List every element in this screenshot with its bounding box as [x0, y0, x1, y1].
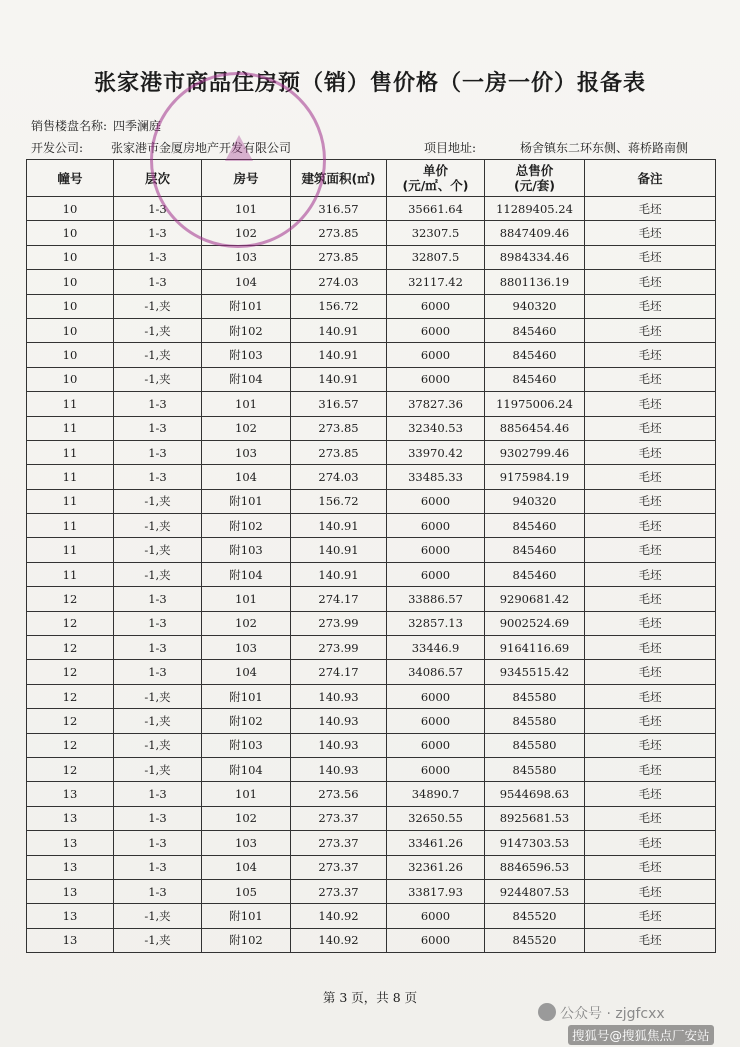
developer-label: 开发公司: — [31, 141, 84, 155]
table-cell: 273.37 — [291, 831, 387, 855]
table-cell: -1,夹 — [114, 514, 202, 538]
table-cell: 104 — [202, 270, 291, 294]
address-value: 杨舍镇东二环东侧、蒋桥路南侧 — [520, 141, 689, 155]
table-cell: 845580 — [485, 709, 585, 733]
wechat-watermark-text: 公众号 · zjgfcxx — [560, 1006, 665, 1022]
project-name-label: 销售楼盘名称: — [31, 119, 108, 133]
table-cell: 103 — [202, 831, 291, 855]
table-cell: 9002524.69 — [485, 611, 585, 635]
table-cell: 毛坯 — [585, 270, 716, 294]
table-cell: 102 — [202, 221, 291, 245]
table-cell: 140.93 — [291, 757, 387, 781]
table-row — [27, 757, 716, 781]
table-cell: 6000 — [387, 514, 485, 538]
table-cell: 10 — [27, 197, 114, 221]
table-body — [27, 197, 716, 953]
wechat-icon — [538, 1003, 556, 1021]
table-cell: 9345515.42 — [485, 660, 585, 684]
table-cell: 附102 — [202, 709, 291, 733]
table-cell: 毛坯 — [585, 806, 716, 830]
table-cell: 316.57 — [291, 197, 387, 221]
table-cell: 12 — [27, 757, 114, 781]
table-row — [27, 636, 716, 660]
table-cell: 37827.36 — [387, 392, 485, 416]
table-cell: 845580 — [485, 757, 585, 781]
table-row — [27, 221, 716, 245]
table-cell: 32807.5 — [387, 245, 485, 269]
table-row — [27, 367, 716, 391]
table-cell: 12 — [27, 660, 114, 684]
table-cell: 274.03 — [291, 270, 387, 294]
address-label: 项目地址: — [424, 141, 477, 155]
table-cell: 940320 — [485, 489, 585, 513]
table-cell: 附102 — [202, 318, 291, 342]
sohu-watermark: 搜狐号@搜狐焦点厂安站 — [568, 1025, 714, 1045]
table-cell: 附104 — [202, 367, 291, 391]
table-cell: 1-3 — [114, 416, 202, 440]
table-cell: 11 — [27, 465, 114, 489]
table-cell: 毛坯 — [585, 733, 716, 757]
table-cell: 附102 — [202, 514, 291, 538]
table-cell: 10 — [27, 343, 114, 367]
table-cell: 毛坯 — [585, 343, 716, 367]
table-cell: 13 — [27, 782, 114, 806]
table-cell: 毛坯 — [585, 294, 716, 318]
table-cell: 6000 — [387, 318, 485, 342]
table-cell: 101 — [202, 587, 291, 611]
table-cell: 102 — [202, 611, 291, 635]
table-cell: -1,夹 — [114, 757, 202, 781]
table-cell: 毛坯 — [585, 562, 716, 586]
table-row — [27, 440, 716, 464]
document-title: 张家港市商品住房预（销）售价格（一房一价）报备表 — [93, 71, 646, 96]
table-cell: 140.92 — [291, 928, 387, 952]
table-cell: 6000 — [387, 562, 485, 586]
table-cell: 毛坯 — [585, 318, 716, 342]
table-cell: 毛坯 — [585, 197, 716, 221]
table-cell: 103 — [202, 440, 291, 464]
table-row — [27, 343, 716, 367]
table-cell: 毛坯 — [585, 660, 716, 684]
table-cell: 32650.55 — [387, 806, 485, 830]
table-row — [27, 562, 716, 586]
price-table — [26, 159, 716, 953]
table-cell: 140.93 — [291, 709, 387, 733]
table-cell: 6000 — [387, 489, 485, 513]
table-cell: 12 — [27, 709, 114, 733]
table-cell: 845580 — [485, 733, 585, 757]
table-cell: 附104 — [202, 757, 291, 781]
table-cell: 毛坯 — [585, 538, 716, 562]
table-cell: 6000 — [387, 294, 485, 318]
table-cell: -1,夹 — [114, 684, 202, 708]
table-cell: 8801136.19 — [485, 270, 585, 294]
table-cell: 10 — [27, 367, 114, 391]
table-cell: 33461.26 — [387, 831, 485, 855]
table-cell: 845520 — [485, 904, 585, 928]
table-cell: 1-3 — [114, 660, 202, 684]
table-cell: 毛坯 — [585, 440, 716, 464]
table-cell: 6000 — [387, 733, 485, 757]
table-cell: 273.85 — [291, 245, 387, 269]
developer-line — [31, 139, 291, 156]
table-cell: 11 — [27, 489, 114, 513]
table-cell: 845460 — [485, 318, 585, 342]
table-row — [27, 855, 716, 879]
table-cell: -1,夹 — [114, 733, 202, 757]
table-cell: 附104 — [202, 562, 291, 586]
table-header-row — [27, 160, 716, 197]
table-cell: 102 — [202, 806, 291, 830]
table-cell: 10 — [27, 294, 114, 318]
table-cell: 273.37 — [291, 855, 387, 879]
table-cell: 12 — [27, 611, 114, 635]
column-header: 总售价 (元/套) — [485, 160, 585, 197]
table-cell: 附103 — [202, 538, 291, 562]
table-cell: 附101 — [202, 489, 291, 513]
table-cell: 12 — [27, 587, 114, 611]
table-cell: 34890.7 — [387, 782, 485, 806]
table-row — [27, 270, 716, 294]
table-cell: 11 — [27, 538, 114, 562]
table-cell: 9175984.19 — [485, 465, 585, 489]
table-cell: 8847409.46 — [485, 221, 585, 245]
table-cell: 32340.53 — [387, 416, 485, 440]
table-cell: 毛坯 — [585, 489, 716, 513]
table-cell: 11 — [27, 514, 114, 538]
wechat-watermark — [538, 1003, 665, 1023]
table-cell: 11289405.24 — [485, 197, 585, 221]
table-cell: 845460 — [485, 367, 585, 391]
table-row — [27, 294, 716, 318]
table-cell: 毛坯 — [585, 757, 716, 781]
developer-value: 张家港市金厦房地产开发有限公司 — [111, 141, 292, 155]
column-header: 层次 — [114, 160, 202, 197]
table-cell: 104 — [202, 465, 291, 489]
table-cell: -1,夹 — [114, 367, 202, 391]
table-cell: 9290681.42 — [485, 587, 585, 611]
table-cell: 13 — [27, 879, 114, 903]
table-row — [27, 904, 716, 928]
project-name-value: 四季澜庭 — [113, 119, 162, 133]
table-cell: 附101 — [202, 294, 291, 318]
table-cell: 附101 — [202, 684, 291, 708]
table-cell: 104 — [202, 855, 291, 879]
table-cell: 140.91 — [291, 318, 387, 342]
table-cell: 附103 — [202, 733, 291, 757]
table-cell: 毛坯 — [585, 245, 716, 269]
table-cell: 104 — [202, 660, 291, 684]
table-cell: -1,夹 — [114, 318, 202, 342]
table-cell: 毛坯 — [585, 709, 716, 733]
table-cell: 毛坯 — [585, 636, 716, 660]
table-cell: 6000 — [387, 367, 485, 391]
table-cell: 6000 — [387, 538, 485, 562]
table-row — [27, 489, 716, 513]
table-cell: 6000 — [387, 709, 485, 733]
table-row — [27, 514, 716, 538]
table-cell: 8925681.53 — [485, 806, 585, 830]
table-cell: 1-3 — [114, 855, 202, 879]
table-cell: 845460 — [485, 343, 585, 367]
table-cell: 8856454.46 — [485, 416, 585, 440]
table-cell: 274.17 — [291, 587, 387, 611]
table-cell: -1,夹 — [114, 294, 202, 318]
table-cell: 10 — [27, 270, 114, 294]
table-cell: 9164116.69 — [485, 636, 585, 660]
table-cell: 10 — [27, 318, 114, 342]
table-cell: 12 — [27, 636, 114, 660]
table-cell: 35661.64 — [387, 197, 485, 221]
table-cell: 13 — [27, 928, 114, 952]
table-cell: 32857.13 — [387, 611, 485, 635]
table-cell: 103 — [202, 636, 291, 660]
table-cell: 毛坯 — [585, 855, 716, 879]
table-cell: 33485.33 — [387, 465, 485, 489]
table-row — [27, 538, 716, 562]
table-cell: 毛坯 — [585, 831, 716, 855]
table-cell: 11 — [27, 562, 114, 586]
table-cell: -1,夹 — [114, 709, 202, 733]
project-name-line — [31, 117, 161, 134]
table-cell: 845460 — [485, 514, 585, 538]
table-cell: 940320 — [485, 294, 585, 318]
table-row — [27, 318, 716, 342]
table-cell: 毛坯 — [585, 416, 716, 440]
table-row — [27, 392, 716, 416]
table-cell: 10 — [27, 245, 114, 269]
table-cell: -1,夹 — [114, 904, 202, 928]
table-cell: 13 — [27, 806, 114, 830]
table-cell: 845460 — [485, 538, 585, 562]
table-cell: 11 — [27, 416, 114, 440]
table-cell: 毛坯 — [585, 514, 716, 538]
table-row — [27, 831, 716, 855]
table-cell: -1,夹 — [114, 343, 202, 367]
table-cell: 毛坯 — [585, 221, 716, 245]
table-cell: 12 — [27, 684, 114, 708]
table-cell: -1,夹 — [114, 562, 202, 586]
table-cell: 274.17 — [291, 660, 387, 684]
table-cell: 9302799.46 — [485, 440, 585, 464]
table-cell: 273.37 — [291, 879, 387, 903]
table-cell: 13 — [27, 831, 114, 855]
table-cell: 316.57 — [291, 392, 387, 416]
column-header: 房号 — [202, 160, 291, 197]
table-cell: 毛坯 — [585, 879, 716, 903]
table-cell: 1-3 — [114, 270, 202, 294]
table-cell: 140.92 — [291, 904, 387, 928]
table-cell: 33886.57 — [387, 587, 485, 611]
table-cell: 1-3 — [114, 831, 202, 855]
table-cell: 1-3 — [114, 611, 202, 635]
table-cell: 10 — [27, 221, 114, 245]
table-cell: 毛坯 — [585, 684, 716, 708]
table-row — [27, 928, 716, 952]
table-cell: 9244807.53 — [485, 879, 585, 903]
table-cell: 140.91 — [291, 367, 387, 391]
table-cell: 140.93 — [291, 684, 387, 708]
table-cell: 8984334.46 — [485, 245, 585, 269]
table-cell: 13 — [27, 855, 114, 879]
table-cell: 140.93 — [291, 733, 387, 757]
table-cell: 1-3 — [114, 879, 202, 903]
table-row — [27, 245, 716, 269]
table-cell: 140.91 — [291, 514, 387, 538]
table-cell: 1-3 — [114, 245, 202, 269]
table-cell: -1,夹 — [114, 489, 202, 513]
table-cell: 105 — [202, 879, 291, 903]
table-row — [27, 709, 716, 733]
table-cell: 33446.9 — [387, 636, 485, 660]
table-cell: 11 — [27, 392, 114, 416]
table-cell: -1,夹 — [114, 928, 202, 952]
table-row — [27, 733, 716, 757]
table-cell: 101 — [202, 197, 291, 221]
table-cell: 273.85 — [291, 221, 387, 245]
table-cell: 32117.42 — [387, 270, 485, 294]
table-cell: 附103 — [202, 343, 291, 367]
table-cell: 毛坯 — [585, 587, 716, 611]
table-cell: 附101 — [202, 904, 291, 928]
table-cell: 毛坯 — [585, 465, 716, 489]
table-cell: 273.85 — [291, 440, 387, 464]
table-cell: 6000 — [387, 684, 485, 708]
table-cell: 102 — [202, 416, 291, 440]
table-row — [27, 587, 716, 611]
table-cell: 1-3 — [114, 392, 202, 416]
table-cell: 8846596.53 — [485, 855, 585, 879]
table-cell: 103 — [202, 245, 291, 269]
table-row — [27, 197, 716, 221]
table-cell: 156.72 — [291, 294, 387, 318]
table-cell: 6000 — [387, 757, 485, 781]
page-number: 第 3 页，共 8 页 — [322, 990, 418, 1005]
table-cell: 32307.5 — [387, 221, 485, 245]
column-header: 幢号 — [27, 160, 114, 197]
table-cell: 毛坯 — [585, 928, 716, 952]
table-cell: 毛坯 — [585, 611, 716, 635]
table-cell: 1-3 — [114, 587, 202, 611]
table-row — [27, 660, 716, 684]
table-cell: 845580 — [485, 684, 585, 708]
table-cell: 273.85 — [291, 416, 387, 440]
table-cell: 1-3 — [114, 782, 202, 806]
table-cell: 毛坯 — [585, 782, 716, 806]
table-cell: 845460 — [485, 562, 585, 586]
table-cell: 12 — [27, 733, 114, 757]
table-cell: 273.56 — [291, 782, 387, 806]
table-cell: 11975006.24 — [485, 392, 585, 416]
table-cell: 140.91 — [291, 538, 387, 562]
table-cell: 33817.93 — [387, 879, 485, 903]
table-cell: 845520 — [485, 928, 585, 952]
table-cell: 140.91 — [291, 343, 387, 367]
table-cell: 1-3 — [114, 465, 202, 489]
table-cell: 273.99 — [291, 611, 387, 635]
table-cell: 毛坯 — [585, 392, 716, 416]
table-cell: 101 — [202, 782, 291, 806]
column-header: 单价 (元/㎡、个) — [387, 160, 485, 197]
table-row — [27, 611, 716, 635]
table-cell: 附102 — [202, 928, 291, 952]
table-cell: 1-3 — [114, 806, 202, 830]
table-row — [27, 465, 716, 489]
column-header: 备注 — [585, 160, 716, 197]
table-cell: 32361.26 — [387, 855, 485, 879]
table-cell: 273.99 — [291, 636, 387, 660]
table-cell: 9147303.53 — [485, 831, 585, 855]
table-cell: 6000 — [387, 904, 485, 928]
table-cell: 13 — [27, 904, 114, 928]
table-cell: 33970.42 — [387, 440, 485, 464]
table-row — [27, 806, 716, 830]
table-cell: 1-3 — [114, 636, 202, 660]
table-row — [27, 684, 716, 708]
table-cell: 156.72 — [291, 489, 387, 513]
table-cell: 6000 — [387, 928, 485, 952]
table-cell: 1-3 — [114, 221, 202, 245]
table-cell: 1-3 — [114, 197, 202, 221]
table-cell: 34086.57 — [387, 660, 485, 684]
table-cell: 1-3 — [114, 440, 202, 464]
table-cell: 274.03 — [291, 465, 387, 489]
column-header: 建筑面积(㎡) — [291, 160, 387, 197]
table-cell: 11 — [27, 440, 114, 464]
table-cell: 9544698.63 — [485, 782, 585, 806]
table-cell: 6000 — [387, 343, 485, 367]
table-row — [27, 782, 716, 806]
table-cell: 101 — [202, 392, 291, 416]
table-cell: 毛坯 — [585, 904, 716, 928]
table-cell: 毛坯 — [585, 367, 716, 391]
table-row — [27, 879, 716, 903]
table-row — [27, 416, 716, 440]
table-cell: 140.91 — [291, 562, 387, 586]
table-cell: 273.37 — [291, 806, 387, 830]
table-cell: -1,夹 — [114, 538, 202, 562]
